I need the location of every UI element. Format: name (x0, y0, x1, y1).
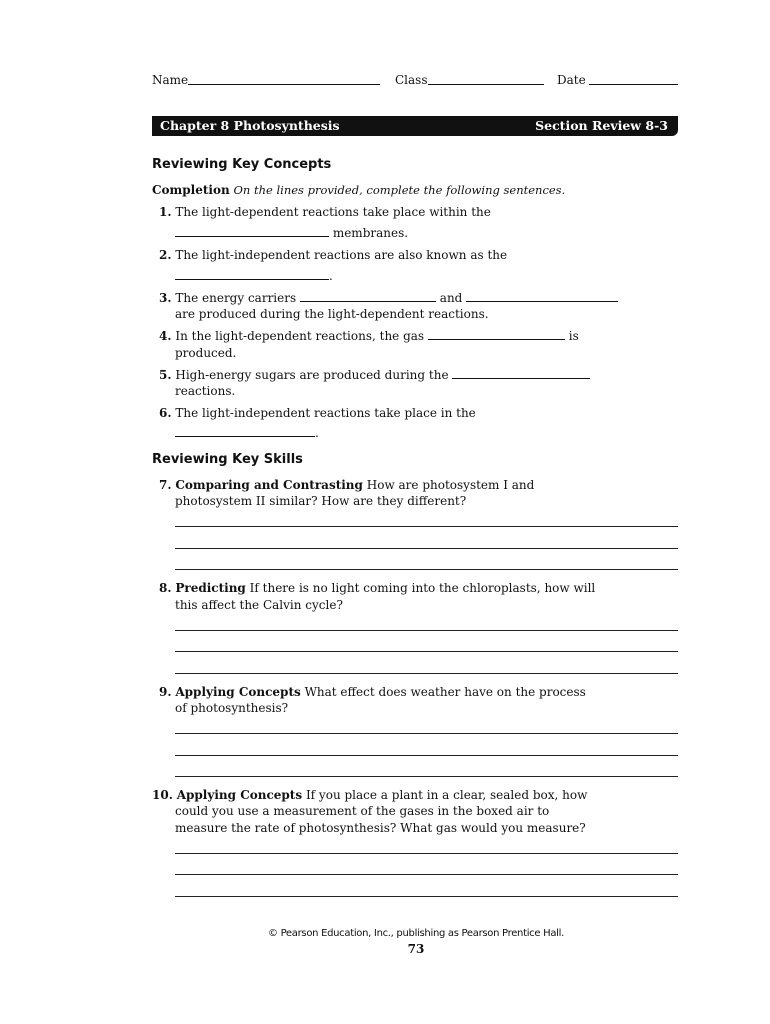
question-text: . (329, 269, 333, 283)
answer-blank[interactable] (300, 290, 436, 302)
question-1 (159, 204, 491, 220)
answer-line[interactable] (175, 651, 678, 652)
answer-blank[interactable] (175, 225, 329, 237)
date-label: Date (557, 73, 586, 87)
answer-line[interactable] (175, 630, 678, 631)
question-7 (159, 477, 534, 493)
answer-line[interactable] (175, 733, 678, 734)
question-number: 8. (159, 581, 172, 595)
question-text: In the light-dependent reactions, the gas (175, 329, 425, 343)
question-number: 4. (159, 329, 172, 343)
copyright-credit: © Pearson Education, Inc., publishing as Pearson Prentice Hall. (267, 928, 564, 939)
name-label: Name (152, 73, 189, 87)
name-blank[interactable] (188, 73, 380, 85)
class-label: Class (395, 73, 428, 87)
question-number: 6. (159, 406, 172, 420)
answer-line[interactable] (175, 755, 678, 756)
question-4-line2: produced. (175, 346, 237, 360)
answer-line[interactable] (175, 874, 678, 875)
question-text: membranes. (332, 226, 409, 240)
question-5 (159, 367, 590, 383)
question-2 (159, 247, 507, 263)
question-1-line2 (175, 225, 408, 241)
question-text: The light-dependent reactions take place within the (175, 205, 491, 219)
question-number: 5. (159, 368, 172, 382)
question-9-line2: of photosynthesis? (175, 701, 289, 715)
answer-line[interactable] (175, 853, 678, 854)
answer-blank[interactable] (175, 268, 329, 280)
class-blank[interactable] (428, 73, 544, 85)
question-number: 10. (152, 788, 173, 802)
page-number: 73 (407, 942, 425, 956)
question-9 (159, 684, 586, 700)
completion-instruction (152, 182, 565, 198)
question-text: If there is no light coming into the chloroplasts, how will (249, 581, 596, 595)
question-number: 3. (159, 291, 172, 305)
question-label: Comparing and Contrasting (175, 478, 363, 492)
answer-line[interactable] (175, 569, 678, 570)
question-number: 7. (159, 478, 172, 492)
instruction-text: On the lines provided, complete the following sentences. (233, 183, 566, 197)
question-number: 1. (159, 205, 172, 219)
answer-line[interactable] (175, 526, 678, 527)
question-text: The light-independent reactions take place in the (175, 406, 476, 420)
answer-line[interactable] (175, 673, 678, 674)
answer-line[interactable] (175, 776, 678, 777)
question-text: What effect does weather have on the process (304, 685, 586, 699)
answer-line[interactable] (175, 896, 678, 897)
question-text: and (439, 291, 463, 305)
date-blank[interactable] (589, 73, 678, 85)
question-text: The light-independent reactions are also known as the (175, 248, 508, 262)
question-text: is (568, 329, 579, 343)
answer-blank[interactable] (452, 367, 590, 379)
question-7-line2: photosystem II similar? How are they different? (175, 494, 467, 508)
chapter-title-bar (152, 116, 678, 136)
question-text: If you place a plant in a clear, sealed box, how (305, 788, 588, 802)
question-number: 9. (159, 685, 172, 699)
question-6 (159, 405, 476, 421)
question-label: Predicting (175, 581, 246, 595)
key-skills-heading: Reviewing Key Skills (152, 452, 303, 467)
question-10-line2: could you use a measurement of the gases in the boxed air to (175, 804, 550, 818)
chapter-title: Chapter 8 Photosynthesis (160, 118, 340, 133)
question-label: Applying Concepts (175, 685, 301, 699)
question-3 (159, 290, 618, 306)
question-4 (159, 328, 579, 344)
answer-blank[interactable] (466, 290, 618, 302)
instruction-label: Completion (152, 183, 230, 197)
question-10-line3: measure the rate of photosynthesis? What gas would you measure? (175, 821, 586, 835)
answer-blank[interactable] (428, 328, 565, 340)
question-text: The energy carriers (175, 291, 297, 305)
question-10 (152, 787, 587, 803)
question-label: Applying Concepts (176, 788, 303, 802)
question-6-line2 (175, 425, 319, 441)
question-text: How are photosystem I and (366, 478, 535, 492)
answer-blank[interactable] (175, 425, 315, 437)
key-concepts-heading: Reviewing Key Concepts (152, 157, 332, 172)
student-info-row (152, 73, 678, 89)
question-2-line2 (175, 268, 333, 284)
question-text: High-energy sugars are produced during the (175, 368, 449, 382)
question-text: . (315, 426, 319, 440)
section-title: Section Review 8-3 (535, 118, 668, 133)
question-8-line2: this affect the Calvin cycle? (175, 598, 343, 612)
question-3-line2: are produced during the light-dependent reactions. (175, 307, 489, 321)
answer-line[interactable] (175, 548, 678, 549)
question-5-line2: reactions. (175, 384, 236, 398)
question-8 (159, 580, 595, 596)
question-number: 2. (159, 248, 172, 262)
